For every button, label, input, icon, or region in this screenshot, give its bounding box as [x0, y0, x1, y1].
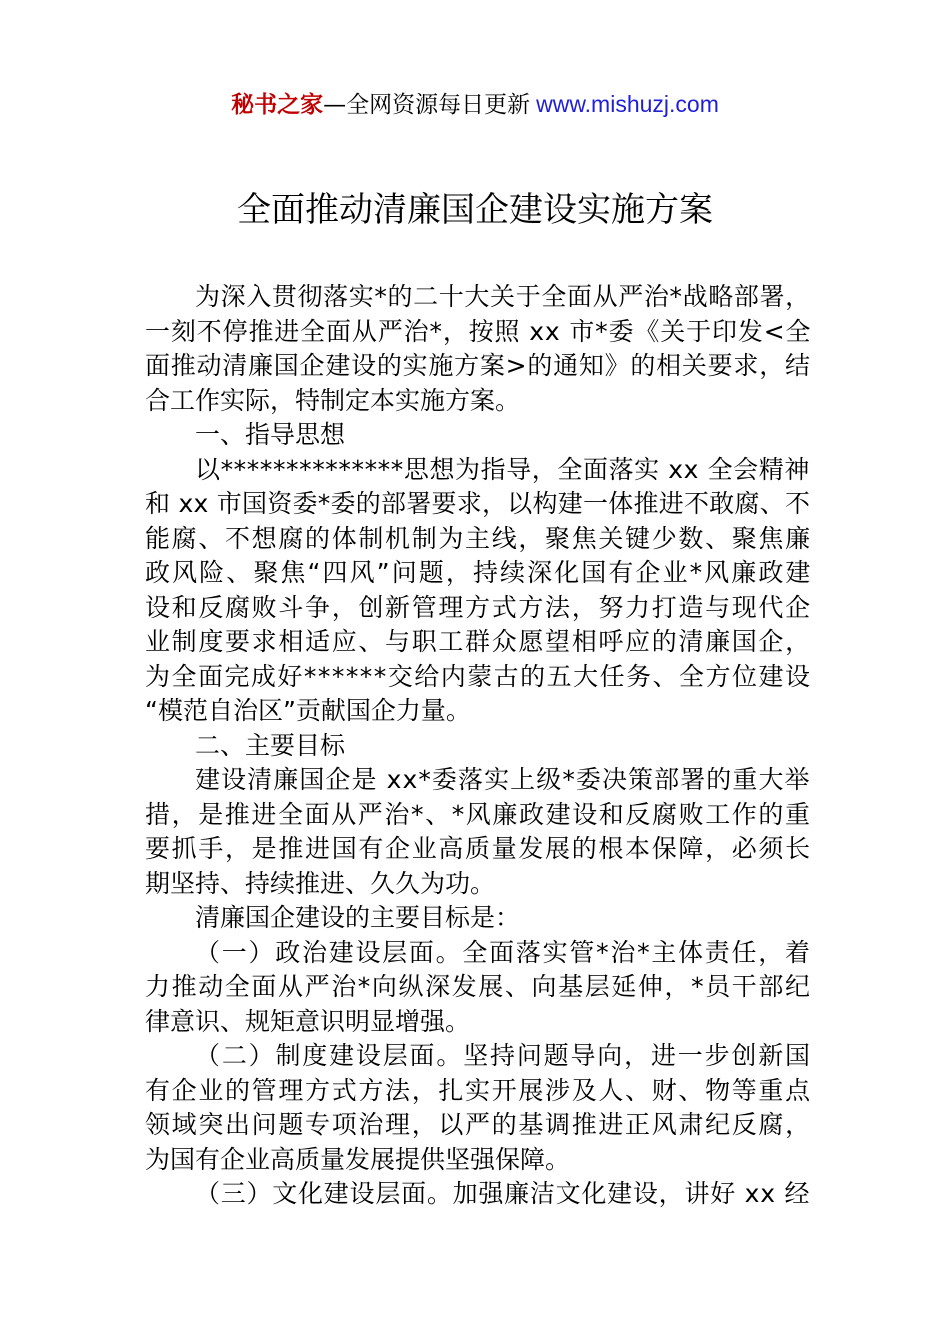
text-line: 面推动清廉国企建设的实施方案>的通知》的相关要求，结 [145, 351, 811, 380]
text-line: 有企业的管理方式方法，扎实开展涉及人、财、物等重点 [145, 1075, 812, 1105]
document-title: 全面推动清廉国企建设实施方案 [237, 190, 713, 230]
text-line: （三）文化建设层面。加强廉洁文化建设，讲好 xx 经 [195, 1179, 811, 1208]
text-line: 设和反腐败斗争，创新管理方式方法，努力打造与现代企 [145, 592, 812, 622]
text-line: 政风险、聚焦“四风”问题，持续深化国有企业*风廉政建 [145, 558, 813, 587]
text-line: 建设清廉国企是 xx*委落实上级*委决策部署的重大举 [195, 765, 811, 794]
text-line: 和 xx 市国资委*委的部署要求，以构建一体推进不敢腐、不 [145, 489, 811, 518]
text-line: 业制度要求相适应、与职工群众愿望相呼应的清廉国企， [145, 627, 812, 656]
text-line: 二、主要目标 [195, 730, 346, 760]
text-line: “模范自治区”贡献国企力量。 [145, 696, 471, 725]
text-line: 为国有企业高质量发展提供坚强保障。 [145, 1144, 571, 1174]
text-line: 为深入贯彻落实*的二十大关于全面从严治*战略部署， [195, 282, 811, 311]
text-line: （二）制度建设层面。坚持问题导向，进一步创新国 [195, 1041, 812, 1070]
header-tagline: —全网资源每日更新 [323, 92, 531, 118]
site-header [0, 86, 950, 123]
text-line: 要抓手，是推进国有企业高质量发展的根本保障，必须长 [145, 834, 812, 863]
document-body [145, 280, 813, 1212]
text-line: 合工作实际，特制定本实施方案。 [145, 385, 521, 415]
text-line: 措，是推进全面从严治*、*风廉政建设和反腐败工作的重 [145, 799, 812, 829]
text-line: 以**************思想为指导，全面落实 xx 全会精神 [195, 454, 810, 484]
text-line: 一、指导思想 [195, 420, 346, 449]
text-line: 清廉国企建设的主要目标是： [195, 903, 521, 932]
text-line: 律意识、规矩意识明显增强。 [145, 1006, 471, 1036]
text-line: 期坚持、持续推进、久久为功。 [145, 868, 496, 898]
site-link[interactable]: www.mishuzj.com [536, 91, 719, 117]
text-line: 力推动全面从严治*向纵深发展、向基层延伸，*员干部纪 [145, 972, 812, 1001]
text-line: 为全面完成好******交给内蒙古的五大任务、全方位建设 [145, 661, 812, 691]
text-line: 一刻不停推进全面从严治*，按照 xx 市*委《关于印发<全 [145, 316, 812, 346]
text-line: （一）政治建设层面。全面落实管*治*主体责任，着 [195, 937, 812, 967]
text-line: 领域突出问题专项治理，以严的基调推进正风肃纪反腐， [145, 1110, 812, 1139]
text-line: 能腐、不想腐的体制机制为主线，聚焦关键少数、聚焦廉 [145, 523, 812, 553]
brand-name: 秘书之家 [231, 92, 324, 118]
